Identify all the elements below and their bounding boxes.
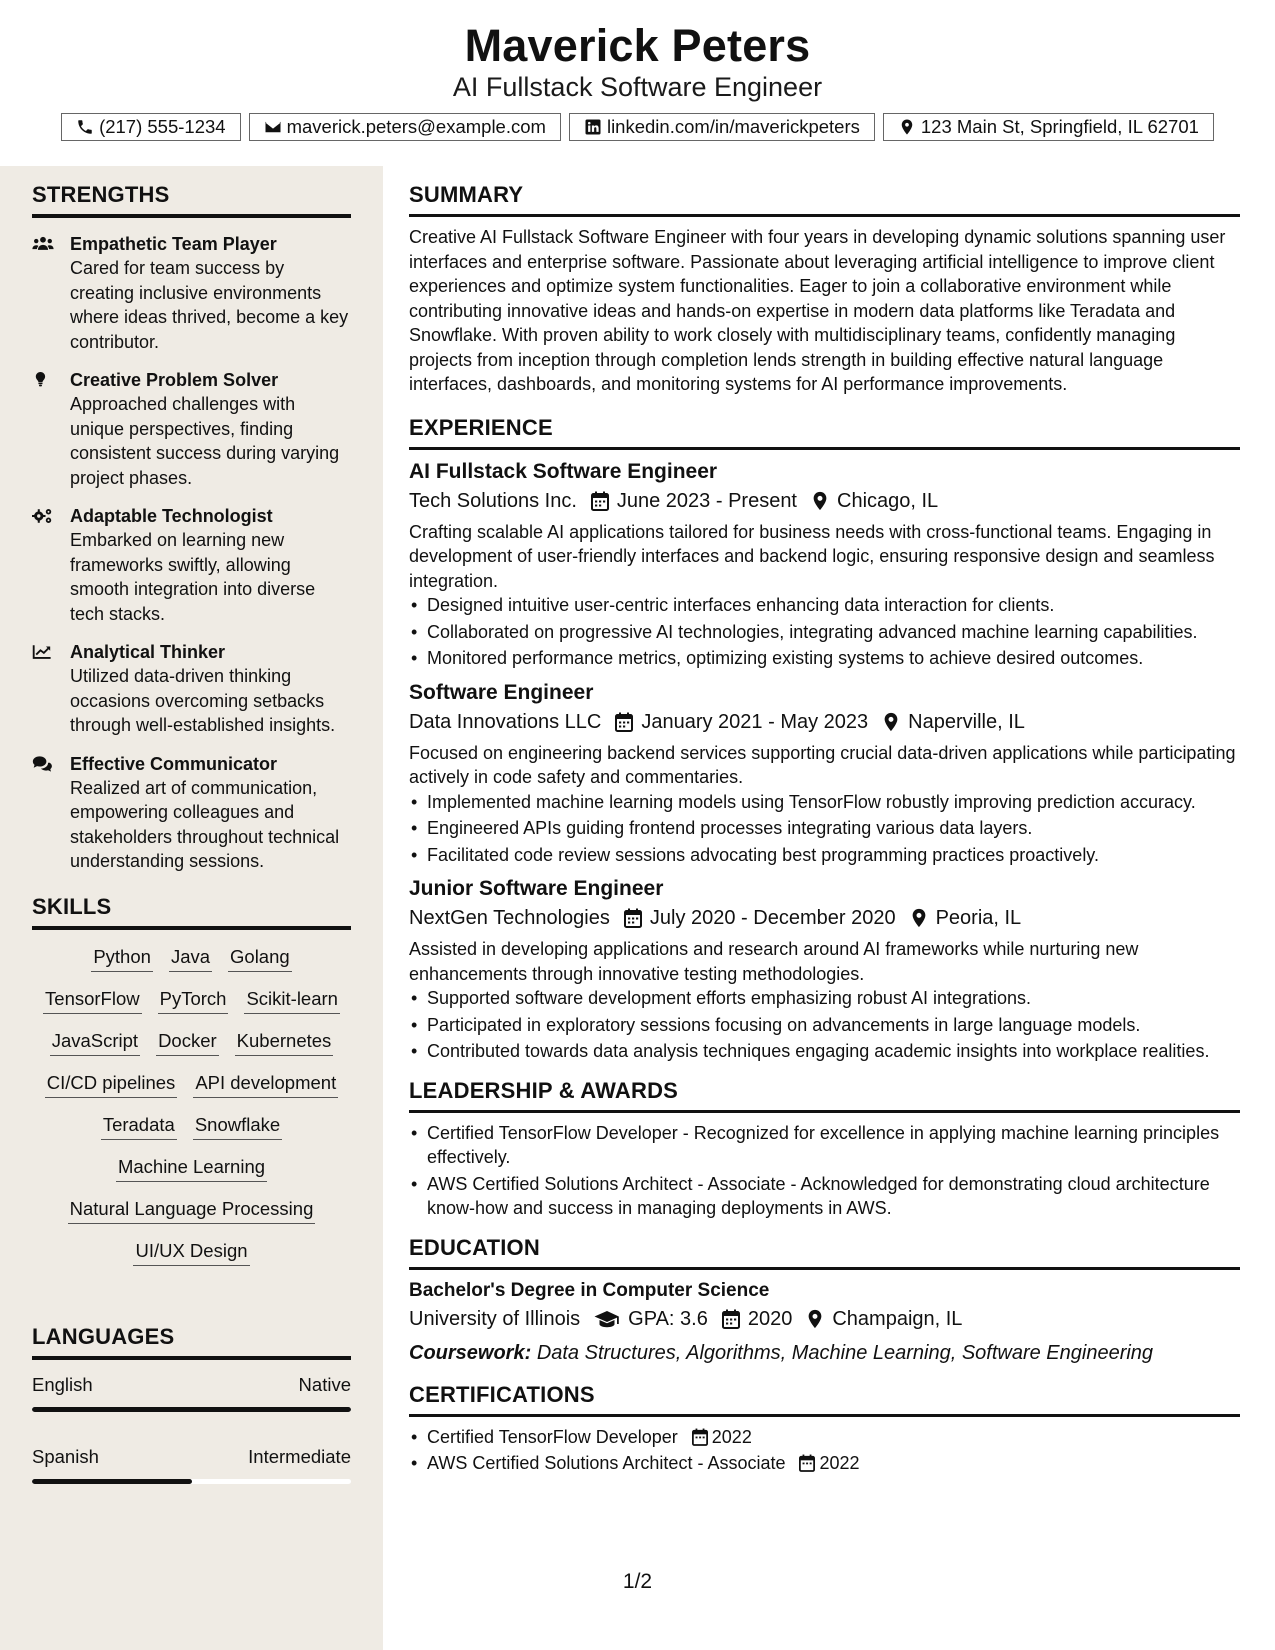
skill-tag: Scikit-learn [244, 986, 340, 1014]
list-item: • Designed intuitive user-centric interfaces enhancing data interaction for clients. [427, 593, 1240, 618]
strength-description: Realized art of communication, empowering colleagues and stakeholders throughout technical understanding sessions. [70, 777, 340, 871]
skill-tag: Teradata [101, 1112, 177, 1140]
job-dates: July 2020 - December 2020 [649, 907, 896, 929]
skills-heading: SKILLS [32, 894, 351, 930]
main-column [409, 182, 1240, 1490]
language-name: English [32, 1373, 93, 1395]
language-name: Spanish [32, 1445, 99, 1467]
envelope-icon [264, 118, 282, 136]
job-description: Crafting scalable AI applications tailored for business needs with cross-functional teams. Engaging in development of user-friendly interfaces and backend logic, ensuring responsive design and seamless integration. [409, 521, 1215, 591]
strength-description: Utilized data-driven thinking occasions overcoming setbacks through well-established insights. [70, 666, 336, 735]
education-coursework [409, 1338, 1240, 1368]
strength-item [32, 752, 351, 874]
calendar-icon [692, 1428, 708, 1446]
list-item [427, 1451, 1240, 1476]
list-item: • Contributed towards data analysis techniques engaging academic insights into workplace realities. [427, 1039, 1240, 1064]
location-pin-icon [882, 712, 900, 732]
strength-title: Empathetic Team Player [70, 234, 277, 254]
education-gpa: GPA: 3.6 [628, 1307, 708, 1330]
leadership-section [409, 1078, 1240, 1221]
phone-icon [76, 118, 94, 136]
skill-tag: UI/UX Design [133, 1238, 249, 1266]
job-location: Naperville, IL [908, 710, 1025, 733]
contact-linkedin[interactable] [569, 113, 875, 141]
education-degree: Bachelor's Degree in Computer Science [409, 1279, 770, 1301]
language-level: Intermediate [248, 1445, 351, 1467]
language-level: Native [298, 1373, 351, 1395]
list-item: • AWS Certified Solutions Architect - Associate - Acknowledged for demonstrating cloud architecture know-how and success in managing deployments in AWS. [427, 1172, 1240, 1221]
certifications-section [409, 1382, 1240, 1476]
contact-address-text: 123 Main St, Springfield, IL 62701 [920, 116, 1199, 137]
coursework-label: Coursework: [409, 1341, 532, 1364]
skill-tag: API development [193, 1070, 338, 1098]
certifications-heading: CERTIFICATIONS [409, 1382, 1240, 1417]
strength-description: Approached challenges with unique perspectives, finding consistent success during varying project phases. [70, 394, 340, 488]
job-entry [409, 679, 1240, 868]
calendar-icon [624, 908, 642, 928]
location-pin-icon [806, 1309, 824, 1329]
strength-item [32, 504, 351, 626]
language-proficiency-fill [32, 1407, 351, 1412]
job-description: Assisted in developing applications and research around AI frameworks while nurturing new enhancements through innovative testing methodologies. [409, 939, 1139, 984]
language-item [32, 1446, 351, 1484]
strength-title: Effective Communicator [70, 753, 278, 774]
job-location: Chicago, IL [837, 489, 939, 512]
contact-phone[interactable] [61, 113, 241, 141]
education-heading: EDUCATION [409, 1235, 1240, 1270]
coursework-list: Data Structures, Algorithms, Machine Learning, Software Engineering [536, 1341, 1154, 1364]
job-bullets [409, 593, 1240, 671]
strengths-heading: STRENGTHS [32, 182, 351, 218]
skills-list [32, 944, 351, 1266]
list-item: • Engineered APIs guiding frontend processes integrating various data layers. [427, 816, 1240, 841]
job-company: Data Innovations LLC [409, 710, 602, 733]
certifications-list [409, 1425, 1240, 1476]
job-entry [409, 458, 1240, 671]
job-entry [409, 875, 1240, 1064]
strength-title: Analytical Thinker [70, 642, 226, 662]
calendar-icon [591, 491, 609, 511]
education-location: Champaign, IL [832, 1307, 963, 1330]
summary-text: Creative AI Fullstack Software Engineer with four years in developing dynamic solutions spanning user interfaces and enterprise software. Passionate about leveraging artificial intelligence to improve client experiences and optimize system functionalities. Eager to join a collaborative environment while contributing innovative ideas and hands-on expertise in modern data platforms like Teradata and Snowflake. With proven ability to work closely with multidisciplinary teams, confidently managing projects from inception through completion lends strength in building effective natural language interfaces, dashboards, and monitoring systems for AI performance improvements. [409, 227, 1226, 394]
job-bullets [409, 986, 1240, 1064]
gears-icon [32, 507, 54, 525]
lightbulb-icon [32, 371, 54, 389]
list-item: • Implemented machine learning models using TensorFlow robustly improving prediction accuracy. [427, 790, 1240, 815]
contact-linkedin-text: linkedin.com/in/maverickpeters [606, 116, 860, 137]
education-school: University of Illinois [409, 1307, 581, 1330]
job-company: NextGen Technologies [409, 907, 610, 929]
list-item: • Certified TensorFlow Developer - Recognized for excellence in applying machine learning principles effectively. [427, 1121, 1240, 1170]
strength-item [32, 368, 351, 490]
contact-address [883, 113, 1214, 141]
skill-tag: Natural Language Processing [68, 1196, 316, 1224]
list-item: • Monitored performance metrics, optimizing existing systems to achieve desired outcomes. [427, 646, 1240, 671]
candidate-name: Maverick Peters [464, 20, 811, 71]
summary-heading: SUMMARY [409, 182, 1240, 217]
graduation-cap-icon [594, 1309, 620, 1329]
linkedin-icon [584, 118, 602, 136]
job-title: Software Engineer [409, 680, 594, 704]
job-title: Junior Software Engineer [409, 877, 664, 900]
chat-bubbles-icon [32, 755, 54, 773]
certification-name: • Certified TensorFlow Developer [427, 1426, 678, 1447]
list-item: • Participated in exploratory sessions focusing on advancements in large language models. [427, 1013, 1240, 1038]
leadership-heading: LEADERSHIP & AWARDS [409, 1078, 1240, 1113]
certification-year: 2022 [819, 1453, 860, 1473]
job-company: Tech Solutions Inc. [409, 489, 577, 512]
skill-tag: Python [91, 944, 153, 972]
skill-tag: Java [169, 944, 212, 972]
list-item: • Facilitated code review sessions advocating best programming practices proactively. [427, 843, 1240, 868]
language-proficiency-bar [32, 1407, 351, 1412]
line-chart-icon [32, 643, 54, 661]
location-pin-icon [910, 908, 928, 928]
strength-description: Embarked on learning new frameworks swiftly, allowing smooth integration into diverse tech stacks. [70, 530, 316, 624]
certification-year: 2022 [711, 1426, 752, 1447]
education-year: 2020 [747, 1307, 793, 1330]
languages-heading: LANGUAGES [32, 1324, 351, 1360]
experience-heading: EXPERIENCE [409, 415, 1240, 450]
job-description: Focused on engineering backend services supporting crucial data-driven applications while participating actively in code safety and commentaries. [409, 742, 1236, 787]
job-dates: June 2023 - Present [616, 489, 797, 512]
strength-title: Creative Problem Solver [70, 370, 279, 390]
skill-tag: CI/CD pipelines [45, 1070, 178, 1098]
job-dates: January 2021 - May 2023 [641, 710, 869, 733]
contact-bar [0, 113, 1275, 141]
users-icon [32, 235, 54, 253]
location-pin-icon [811, 491, 829, 511]
contact-email[interactable] [249, 113, 561, 141]
resume-header [0, 0, 1275, 166]
skill-tag: Docker [156, 1028, 219, 1056]
skill-tag: TensorFlow [43, 986, 142, 1014]
strength-item [32, 232, 351, 354]
language-proficiency-fill [32, 1479, 192, 1484]
location-pin-icon [898, 118, 916, 136]
experience-section [409, 415, 1240, 1064]
language-item [32, 1374, 351, 1412]
leadership-list [409, 1121, 1240, 1221]
sidebar [0, 166, 383, 1650]
skill-tag: Snowflake [193, 1112, 282, 1140]
page-number: 1/2 [622, 1570, 653, 1593]
calendar-icon [722, 1309, 740, 1329]
contact-phone-text: (217) 555-1234 [99, 116, 226, 137]
strength-item [32, 640, 351, 738]
certification-name: • AWS Certified Solutions Architect - Associate [427, 1453, 786, 1473]
calendar-icon [615, 712, 633, 732]
candidate-title: AI Fullstack Software Engineer [452, 72, 823, 102]
skill-tag: Golang [228, 944, 292, 972]
skill-tag: JavaScript [50, 1028, 140, 1056]
job-title: AI Fullstack Software Engineer [409, 459, 718, 483]
job-bullets [409, 790, 1240, 868]
contact-email-text: maverick.peters@example.com [286, 116, 546, 137]
skill-tag: Machine Learning [116, 1154, 267, 1182]
list-item [427, 1425, 1240, 1450]
strength-title: Adaptable Technologist [70, 506, 273, 526]
language-proficiency-bar [32, 1479, 351, 1484]
education-section [409, 1235, 1240, 1368]
summary-section [409, 182, 1240, 397]
skill-tag: Kubernetes [235, 1028, 334, 1056]
strength-description: Cared for team success by creating inclusive environments where ideas thrived, become a key contributor. [70, 258, 349, 352]
skill-tag: PyTorch [158, 986, 229, 1014]
list-item: • Collaborated on progressive AI technologies, integrating advanced machine learning capabilities. [427, 620, 1240, 645]
calendar-icon [799, 1454, 815, 1472]
list-item: • Supported software development efforts emphasizing robust AI integrations. [427, 986, 1240, 1011]
job-location: Peoria, IL [935, 907, 1022, 929]
